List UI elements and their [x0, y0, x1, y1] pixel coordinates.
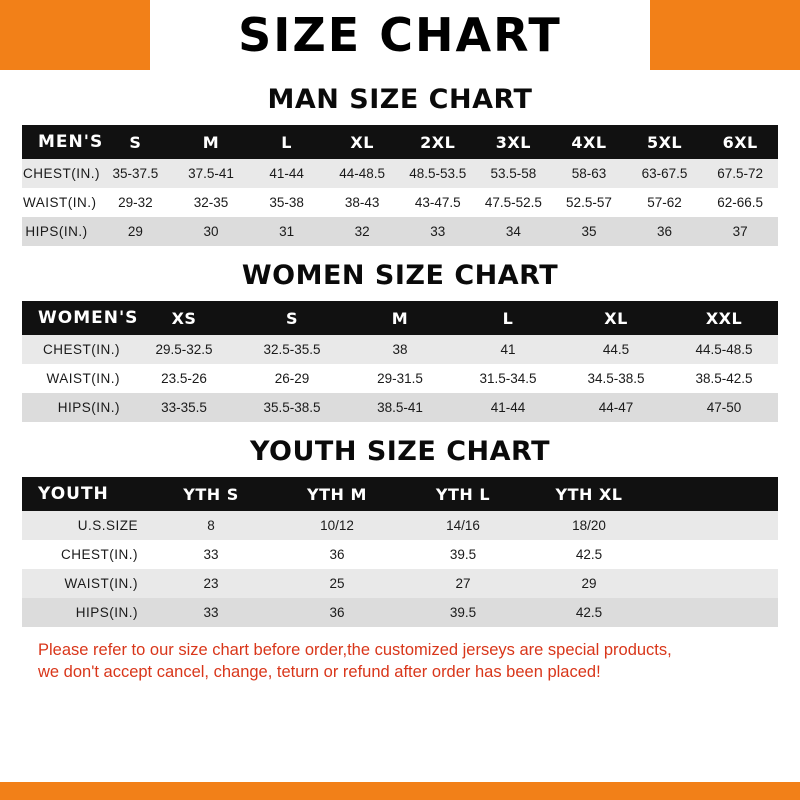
cell: 41	[500, 342, 516, 357]
table-row	[22, 598, 778, 627]
table-head-row	[22, 125, 778, 159]
row-label: HIPS(IN.)	[57, 400, 120, 415]
cell: 38.5-41	[377, 400, 423, 415]
cell: 32.5-35.5	[263, 342, 321, 357]
table-row	[22, 511, 778, 540]
cell: 33	[430, 224, 446, 239]
section-man	[22, 84, 778, 246]
table-row	[22, 393, 778, 422]
cell: 36	[329, 605, 345, 620]
header-center	[150, 0, 650, 70]
cell: 41-44	[269, 166, 304, 181]
notice-line-2: we don't accept cancel, change, teturn or refund after order has been placed!	[38, 663, 601, 682]
table-row	[22, 217, 778, 246]
cell: 35.5-38.5	[263, 400, 321, 415]
cell: 35	[581, 224, 597, 239]
cell: 42.5	[575, 605, 603, 620]
cell: 44-48.5	[339, 166, 386, 181]
row-label: WAIST(IN.)	[46, 371, 120, 386]
head-label: MEN'S	[38, 132, 104, 152]
column-header: YTH S	[183, 484, 239, 504]
head-label: YOUTH	[38, 484, 109, 504]
cell: 29.5-32.5	[155, 342, 213, 357]
cell: 34	[505, 224, 521, 239]
cell: 23	[203, 576, 219, 591]
table-row	[22, 188, 778, 217]
cell: 43-47.5	[414, 195, 461, 210]
cell: 31.5-34.5	[479, 371, 537, 386]
notice-line-1: Please refer to our size chart before order,the customized jerseys are special products,	[38, 641, 672, 659]
spacer-cell	[652, 511, 778, 540]
column-header: XL	[604, 308, 628, 328]
row-label: CHEST(IN.)	[43, 342, 120, 357]
cell: 44.5-48.5	[695, 342, 753, 357]
column-header: 5XL	[646, 132, 683, 152]
table-row	[22, 335, 778, 364]
cell: 31	[279, 224, 295, 239]
header-accent-right	[650, 0, 800, 70]
cell: 33-35.5	[161, 400, 207, 415]
cell: 30	[203, 224, 219, 239]
cell: 44-47	[598, 400, 634, 415]
cell: 32-35	[193, 195, 229, 210]
row-label: U.S.SIZE	[77, 518, 138, 533]
row-label: CHEST(IN.)	[61, 547, 138, 562]
column-header: YTH XL	[555, 484, 623, 504]
cell: 37.5-41	[188, 166, 234, 181]
column-header: M	[202, 132, 220, 152]
section-title-women: WOMEN SIZE CHART	[241, 260, 559, 291]
column-header: S	[129, 132, 142, 152]
cell: 23.5-26	[161, 371, 207, 386]
cell: 29	[581, 576, 597, 591]
cell: 38.5-42.5	[695, 371, 753, 386]
section-women	[22, 260, 778, 422]
table-row	[22, 159, 778, 188]
row-label: CHEST(IN.)	[23, 166, 100, 181]
spacer-cell	[652, 569, 778, 598]
cell: 39.5	[449, 547, 477, 562]
header-band	[0, 0, 800, 70]
row-label: WAIST(IN.)	[64, 576, 138, 591]
cell: 57-62	[647, 195, 682, 210]
column-header: L	[502, 308, 514, 328]
column-header: XL	[350, 132, 374, 152]
spacer-cell	[652, 598, 778, 627]
cell: 39.5	[449, 605, 477, 620]
cell: 8	[207, 518, 215, 533]
cell: 47-50	[706, 400, 742, 415]
cell: 35-38	[269, 195, 304, 210]
page-title: SIZE CHART	[238, 8, 562, 62]
head-label: WOMEN'S	[38, 308, 139, 328]
column-header: XXL	[705, 308, 743, 328]
cell: 38-43	[344, 195, 380, 210]
table-head-row	[22, 301, 778, 335]
column-header: M	[391, 308, 409, 328]
spacer-cell	[652, 477, 778, 511]
cell: 33	[203, 605, 219, 620]
section-title-youth: YOUTH SIZE CHART	[249, 436, 551, 467]
row-label: HIPS(IN.)	[25, 224, 88, 239]
cell: 34.5-38.5	[587, 371, 645, 386]
row-label: HIPS(IN.)	[75, 605, 138, 620]
cell: 18/20	[572, 518, 606, 533]
table-row	[22, 569, 778, 598]
chart-content	[0, 84, 800, 684]
cell: 42.5	[575, 547, 603, 562]
table-row	[22, 364, 778, 393]
order-notice	[38, 639, 762, 684]
cell: 29-31.5	[377, 371, 423, 386]
column-header: L	[281, 132, 292, 152]
column-header: S	[285, 308, 299, 328]
cell: 35-37.5	[112, 166, 159, 181]
footer-accent-band	[0, 782, 800, 800]
column-header: YTH L	[435, 484, 491, 504]
table-row	[22, 540, 778, 569]
cell: 36	[657, 224, 673, 239]
section-title-man: MAN SIZE CHART	[267, 84, 533, 115]
row-label: WAIST(IN.)	[23, 195, 97, 210]
column-header: 4XL	[571, 132, 607, 152]
cell: 63-67.5	[641, 166, 688, 181]
cell: 26-29	[274, 371, 310, 386]
cell: 62-66.5	[717, 195, 764, 210]
cell: 67.5-72	[717, 166, 764, 181]
column-header: 2XL	[420, 132, 456, 152]
cell: 29-32	[118, 195, 153, 210]
cell: 33	[203, 547, 219, 562]
cell: 36	[329, 547, 345, 562]
cell: 29	[127, 224, 143, 239]
women-size-table	[22, 301, 778, 422]
cell: 10/12	[320, 518, 354, 533]
cell: 52.5-57	[566, 195, 612, 210]
cell: 38	[392, 342, 408, 357]
section-youth	[22, 436, 778, 627]
column-header: 6XL	[722, 132, 758, 152]
table-head-row	[22, 477, 778, 511]
men-size-table	[22, 125, 778, 246]
column-header: XS	[171, 308, 197, 328]
cell: 14/16	[446, 518, 480, 533]
cell: 27	[455, 576, 471, 591]
column-header: 3XL	[495, 132, 531, 152]
cell: 37	[732, 224, 748, 239]
cell: 48.5-53.5	[409, 166, 467, 181]
cell: 53.5-58	[490, 166, 537, 181]
cell: 44.5	[602, 342, 630, 357]
cell: 47.5-52.5	[484, 195, 542, 210]
spacer-cell	[652, 540, 778, 569]
cell: 32	[354, 224, 370, 239]
cell: 25	[329, 576, 345, 591]
cell: 58-63	[571, 166, 607, 181]
column-header: YTH M	[307, 484, 367, 504]
youth-size-table	[22, 477, 778, 627]
header-accent-left	[0, 0, 150, 70]
cell: 41-44	[490, 400, 526, 415]
